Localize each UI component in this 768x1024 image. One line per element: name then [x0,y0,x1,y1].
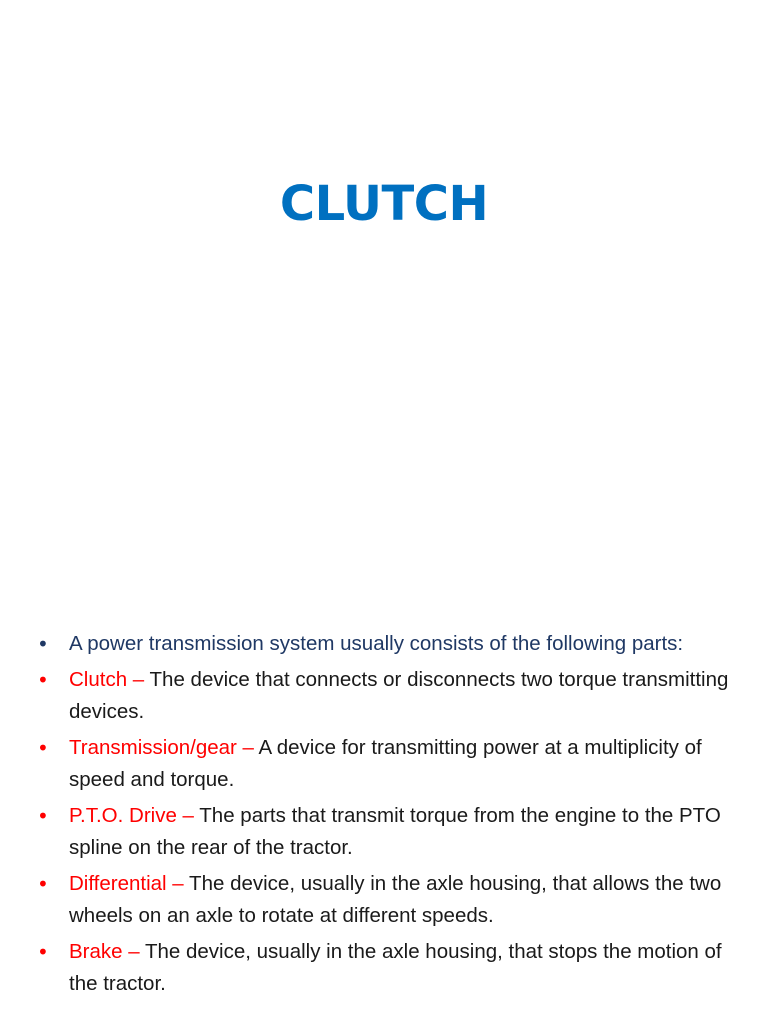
description-transmission: A device for transmitting power at a multiplicity of speed and torque. [69,736,702,791]
bullet-transmission [37,732,737,796]
description-pto-drive: The parts that transmit torque from the engine to the PTO spline on the rear of the tractor. [69,804,721,859]
bullet-clutch [37,664,737,728]
term-clutch: Clutch – [69,668,150,691]
description-clutch: The device that connects or disconnects two torque transmitting devices. [69,668,729,723]
term-pto-drive: P.T.O. Drive – [69,804,200,827]
term-differential: Differential – [69,872,190,895]
description-brake: The device, usually in the axle housing, that stops the motion of the tractor. [69,940,722,995]
slide-title: CLUTCH [279,176,489,232]
bullet-list [37,628,737,1004]
description-differential: The device, usually in the axle housing, that allows the two wheels on an axle to rotate at different speeds. [69,872,722,927]
bullet-icon: • [37,804,49,828]
bullet-pto-drive [37,800,737,864]
bullet-icon: • [37,940,49,964]
bullet-icon: • [37,736,49,760]
bullet-icon: • [37,872,49,896]
bullet-differential [37,868,737,932]
bullet-icon: • [37,668,49,692]
bullet-intro [37,628,737,660]
term-brake: Brake – [69,940,145,963]
intro-text: A power transmission system usually consists of the following parts: [69,632,684,655]
term-transmission: Transmission/gear – [69,736,259,759]
bullet-brake [37,936,737,1000]
bullet-icon: • [37,632,49,656]
